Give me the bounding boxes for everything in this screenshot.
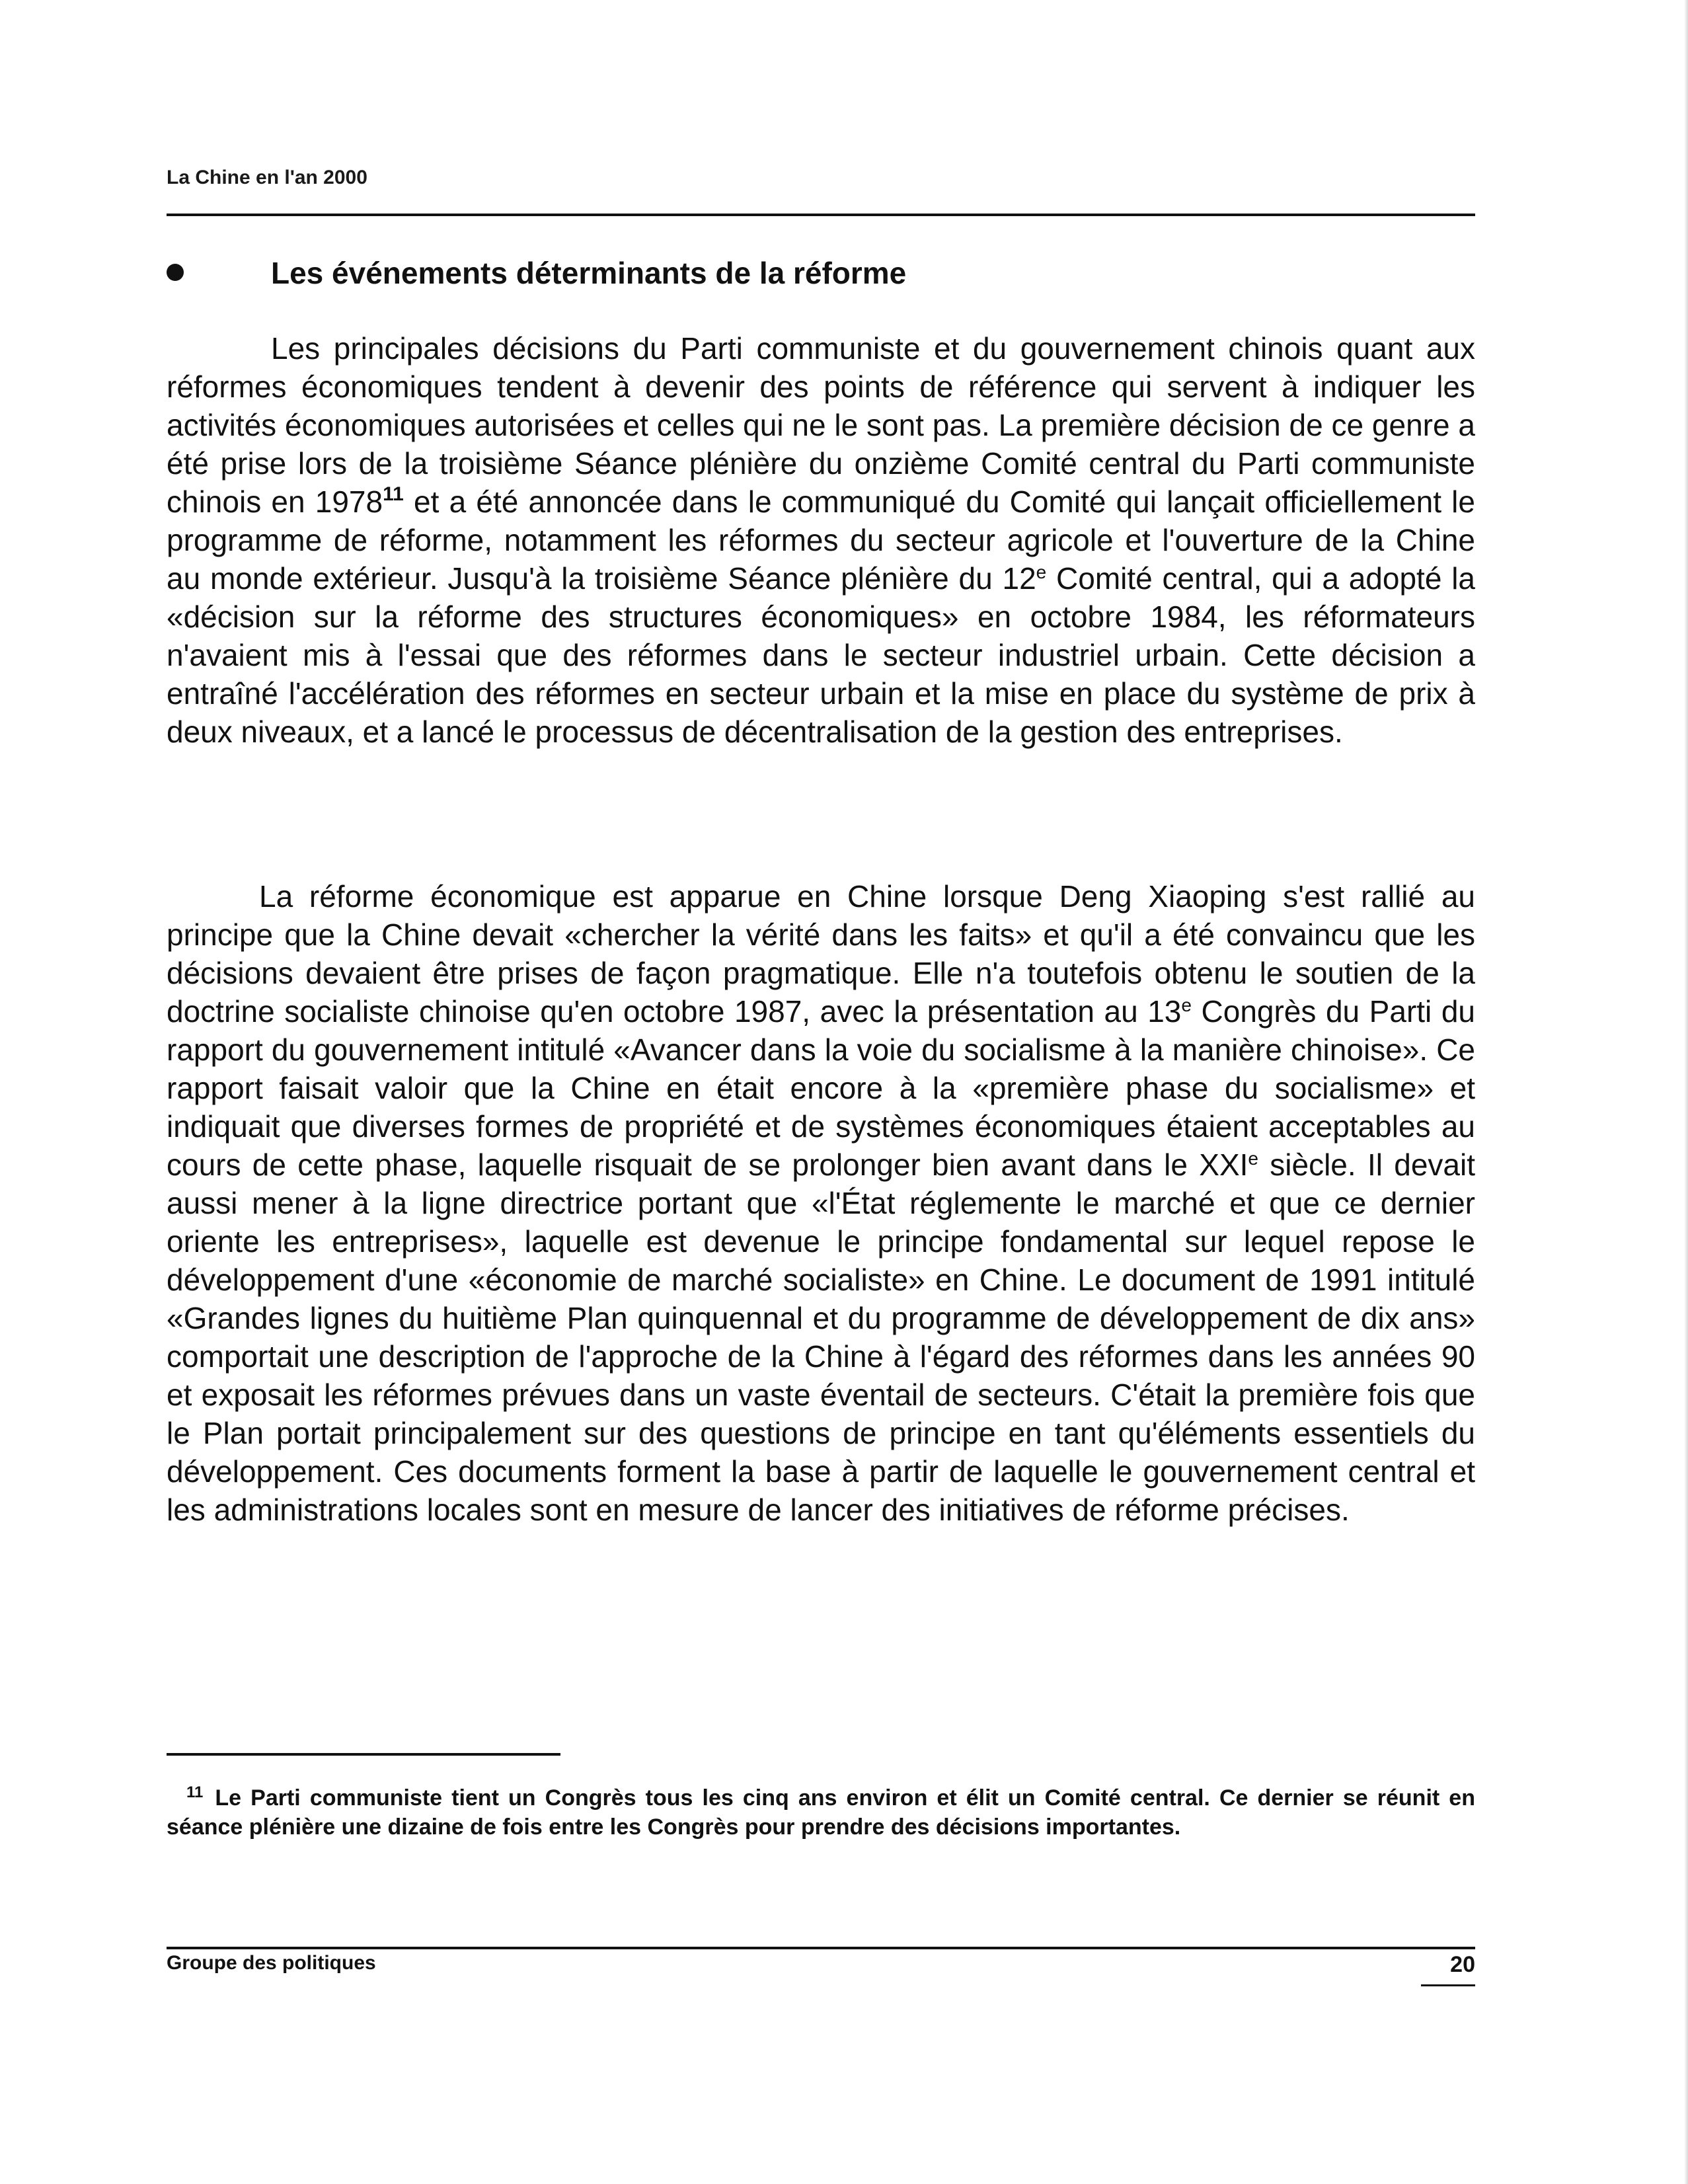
body-paragraph-2 — [167, 877, 1475, 1529]
para1-text-b: et a été annoncée dans le communiqué du Comité qui lançait officiellement le programme de réforme, notamment les réformes du secteur agricole et l'ouverture de la Chine au monde extérieur. Jusqu'à la troisième Séance plénière du 12 — [167, 485, 1475, 596]
ordinal-superscript: e — [1036, 562, 1047, 582]
footnote-number: 11 — [186, 1783, 204, 1801]
footnote-text: Le Parti communiste tient un Congrès tous les cinq ans environ et élit un Comité central. Ce dernier se réunit en séance plénière une dizaine de fois entre les Congrès pour prendre des décisions importantes. — [167, 1785, 1475, 1840]
footnote — [167, 1783, 1475, 1842]
para2-text-b: Congrès du Parti du rapport du gouvernement intitulé «Avancer dans la voie du socialisme à la manière chinoise». Ce rapport faisait valoir que la Chine en était encore à la «première phase du socialisme» et indiquait que diverses formes de propriété et de systèmes économiques étaient acceptables au cours de cette phase, laquelle risquait de se prolonger bien avant dans le XXI — [167, 994, 1475, 1182]
para1-text-a: Les principales décisions du Parti communiste et du gouvernement chinois quant aux réformes économiques tendent à devenir des points de référence qui servent à indiquer les activités économiques autorisées et celles qui ne le sont pas. La première décision de ce genre a été prise lors de la troisième Séance plénière du onzième Comité central du Parti communiste chinois en 1978 — [167, 331, 1475, 519]
section-heading-text: Les événements déterminants de la réforme — [271, 256, 907, 290]
footnote-reference[interactable]: 11 — [383, 483, 404, 505]
header-rule — [167, 214, 1475, 216]
scan-edge-shadow — [1684, 0, 1688, 2184]
section-heading — [167, 254, 1475, 294]
body-paragraph-1 — [167, 329, 1475, 751]
page-number: 20 — [1450, 1952, 1475, 1977]
para2-text-a: La réforme économique est apparue en Chine lorsque Deng Xiaoping s'est rallié au principe que la Chine devait «chercher la vérité dans les faits» et qu'il a été convaincu que les décisions devaient être prises de façon pragmatique. Elle n'a toutefois obtenu le soutien de la doctrine socialiste chinoise qu'en octobre 1987, avec la présentation au 13 — [167, 879, 1475, 1029]
ordinal-superscript: e — [1248, 1148, 1258, 1169]
page-number-underline — [1421, 1984, 1475, 1986]
ordinal-superscript: e — [1181, 995, 1192, 1015]
bullet-icon — [167, 264, 184, 281]
para1-text-c: Comité central, qui a adopté la «décision sur la réforme des structures économiques» en octobre 1984, les réformateurs n'avaient mis à l'essai que des réformes dans le secteur industriel urbain. Cette décision a entraîné l'accélération des réformes en secteur urbain et la mise en place du système de prix à deux niveaux, et a lancé le processus de décentralisation de la gestion des entreprises. — [167, 561, 1476, 749]
footer-rule — [167, 1947, 1475, 1949]
footer-publisher: Groupe des politiques — [167, 1952, 376, 1974]
para2-text-c: siècle. Il devait aussi mener à la ligne directrice portant que «l'État réglemente le marché et que ce dernier oriente les entreprises», laquelle est devenue le principe fondamental sur lequel repose le développement d'une «économie de marché socialiste» en Chine. Le document de 1991 intitulé «Grandes lignes du huitième Plan quinquennal et du programme de développement de dix ans» comportait une description de l'approche de la Chine à l'égard des réformes dans les années 90 et exposait les réformes prévues dans un vaste éventail de secteurs. C'était la première fois que le Plan portait principalement sur des questions de principe en tant qu'éléments essentiels du développement. Ces documents forment la base à partir de laquelle le gouvernement central et les administrations locales sont en mesure de lancer des initiatives de réforme précises. — [167, 1148, 1475, 1527]
footnote-rule — [167, 1753, 560, 1756]
running-header: La Chine en l'an 2000 — [167, 167, 367, 188]
